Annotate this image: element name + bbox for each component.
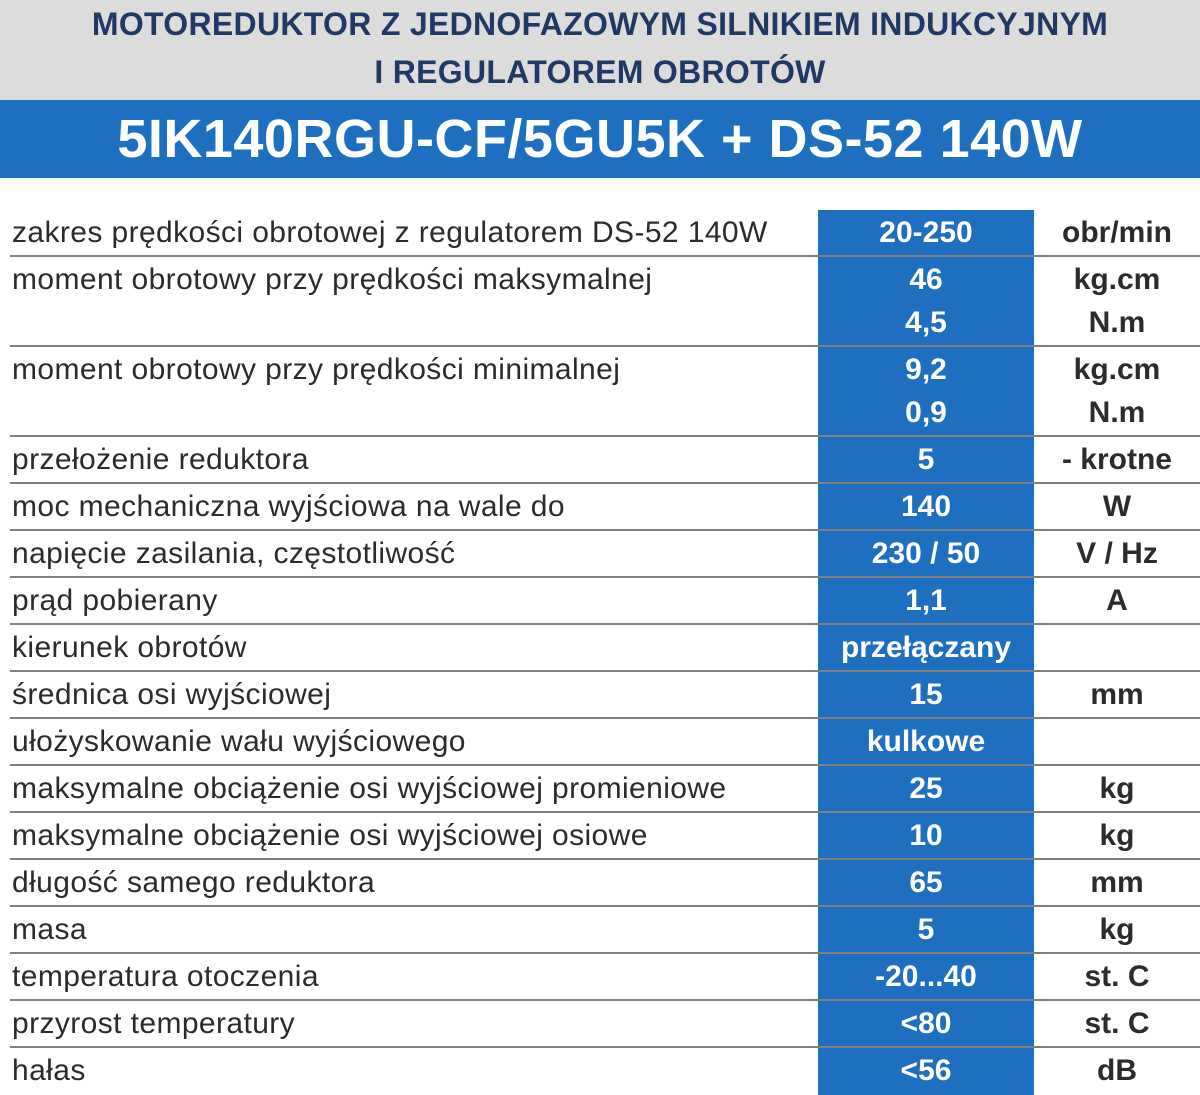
spec-value: <56: [900, 1054, 952, 1087]
spec-unit: N.m: [1088, 306, 1146, 339]
spec-table: [0, 210, 1200, 1095]
spec-row: [0, 210, 1200, 257]
spec-unit: N.m: [1088, 396, 1146, 429]
header-banner: [0, 0, 1200, 100]
spec-value-cell: [818, 672, 1034, 719]
spec-unit: kg.cm: [1073, 353, 1161, 386]
spec-value-cell: [818, 907, 1034, 954]
spec-unit: obr/min: [1062, 216, 1172, 249]
spec-unit: W: [1102, 490, 1132, 523]
spec-unit: dB: [1097, 1054, 1137, 1087]
spec-row: [0, 257, 1200, 347]
spec-unit: A: [1106, 584, 1128, 617]
spec-row: [0, 766, 1200, 813]
spec-value-cell: [818, 954, 1034, 1001]
spec-value: 5: [917, 913, 935, 946]
spec-value: 140: [900, 490, 952, 523]
spec-value: 1,1: [905, 584, 947, 617]
spec-label: ułożyskowanie wału wyjściowego: [12, 725, 466, 758]
spec-value: 46: [909, 263, 943, 296]
spec-label: zakres prędkości obrotowej z regulatorem DS-52 140W: [12, 216, 768, 249]
spec-value: -20...40: [875, 960, 977, 993]
spec-label: moc mechaniczna wyjściowa na wale do: [12, 490, 565, 523]
spec-value: 15: [909, 678, 943, 711]
spec-row: [0, 531, 1200, 578]
spec-label: napięcie zasilania, częstotliwość: [12, 537, 456, 570]
spec-label: temperatura otoczenia: [12, 960, 319, 993]
header-title-line-1: MOTOREDUKTOR Z JEDNOFAZOWYM SILNIKIEM INDUKCYJNYM: [91, 6, 1109, 42]
spec-value-cell: [818, 625, 1034, 672]
spec-label: długość samego reduktora: [12, 866, 376, 899]
spec-unit: mm: [1090, 678, 1144, 711]
spec-label: hałas: [12, 1054, 86, 1087]
spec-value: <80: [900, 1007, 952, 1040]
spec-label: moment obrotowy przy prędkości minimalnej: [12, 353, 621, 386]
spec-unit: - krotne: [1061, 443, 1172, 476]
spec-label: kierunek obrotów: [12, 631, 247, 664]
spec-unit: mm: [1090, 866, 1144, 899]
spec-value: przełączany: [840, 631, 1012, 664]
spec-value-cell: [818, 257, 1034, 347]
model-title: 5IK140RGU-CF/5GU5K + DS-52 140W: [0, 100, 1200, 178]
spec-value-cell: [818, 437, 1034, 484]
spec-unit: kg: [1099, 772, 1135, 805]
spec-value: 5: [917, 443, 935, 476]
spec-row: [0, 437, 1200, 484]
spec-unit: kg: [1099, 913, 1135, 946]
spec-label: średnica osi wyjściowej: [12, 678, 332, 711]
spec-label: przełożenie reduktora: [12, 443, 309, 476]
spec-row: [0, 347, 1200, 437]
spec-label: maksymalne obciążenie osi wyjściowej promieniowe: [12, 772, 727, 805]
spec-label: masa: [12, 913, 87, 946]
spec-label: moment obrotowy przy prędkości maksymalnej: [12, 263, 653, 296]
spec-row: [0, 954, 1200, 1001]
spec-row: [0, 719, 1200, 766]
spec-value-cell: [818, 1048, 1034, 1095]
spec-unit: V / Hz: [1076, 537, 1158, 570]
spec-value: 0,9: [905, 396, 947, 429]
spec-value: 25: [909, 772, 943, 805]
spec-unit: kg: [1099, 819, 1135, 852]
spec-row: [0, 1048, 1200, 1095]
spec-unit: st. C: [1084, 960, 1150, 993]
spec-value: 9,2: [905, 353, 947, 386]
spec-label: prąd pobierany: [12, 584, 218, 617]
spec-value: 10: [909, 819, 943, 852]
spec-label: maksymalne obciążenie osi wyjściowej osiowe: [12, 819, 648, 852]
spec-value-cell: [818, 860, 1034, 907]
spec-row: [0, 1001, 1200, 1048]
spec-unit: st. C: [1084, 1007, 1150, 1040]
spec-row: [0, 625, 1200, 672]
spec-row: [0, 907, 1200, 954]
spec-value-cell: [818, 578, 1034, 625]
spec-value: 230 / 50: [871, 537, 981, 570]
spec-value: 20-250: [879, 216, 973, 249]
spec-value: 4,5: [905, 306, 947, 339]
spec-row: [0, 672, 1200, 719]
spec-value-cell: [818, 813, 1034, 860]
spec-value-cell: [818, 210, 1034, 257]
spec-row: [0, 578, 1200, 625]
spec-row: [0, 813, 1200, 860]
spec-value-cell: [818, 531, 1034, 578]
spec-value-cell: [818, 719, 1034, 766]
spec-value-cell: [818, 766, 1034, 813]
spec-unit: kg.cm: [1073, 263, 1161, 296]
spec-value: 65: [909, 866, 943, 899]
spec-value-cell: [818, 1001, 1034, 1048]
spec-value-cell: [818, 484, 1034, 531]
spec-value: kulkowe: [866, 725, 986, 758]
spec-label: przyrost temperatury: [12, 1007, 296, 1040]
spec-row: [0, 860, 1200, 907]
spec-value-cell: [818, 347, 1034, 437]
header-title-line-2: I REGULATOREM OBROTÓW: [374, 54, 826, 90]
spec-row: [0, 484, 1200, 531]
